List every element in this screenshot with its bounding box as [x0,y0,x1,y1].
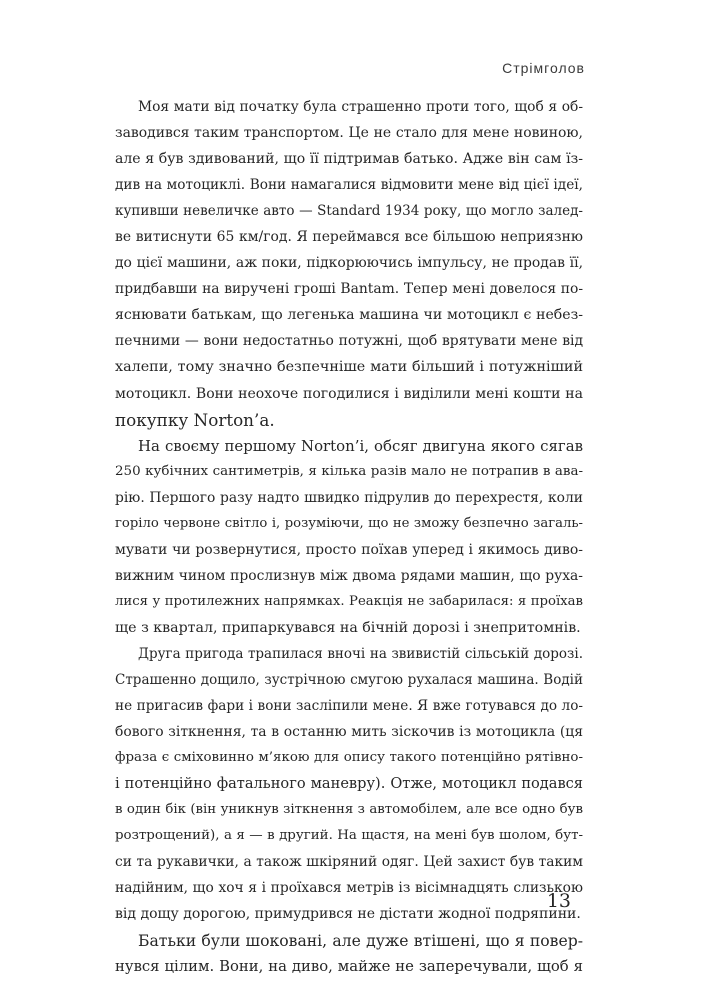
text-line: горіло червоне світло і, розуміючи, що не зможу безпечно загаль- [115,515,583,531]
text-line: придбавши на виручені гроші Bantam. Тепер мені довелося по- [115,281,583,298]
text-line: Страшенно дощило, зустрічною смугою рухалася машина. Водій [115,672,583,689]
text-line: Батьки були шоковані, але дуже втішені, що я повер- [138,930,583,950]
text-line: див на мотоциклі. Вони намагалися відмовити мене від цієї ідеї, [115,177,583,194]
text-line: заводився таким транспортом. Це не стало для мене новиною, [115,125,583,142]
text-line: фраза є сміховинно м’якою для опису такого потенційно рятівно- [115,750,583,766]
text-line: На своєму першому Norton’і, обсяг двигуна якого сягав [138,436,583,455]
text-line: Друга пригода трапилася вночі на звивистій сільській дорозі. [138,645,583,662]
text-line: але я був здивований, що її підтримав батько. Адже він сам їз- [115,151,583,168]
text-line: вижним чином прослизнув між двома рядами машин, що руха- [115,567,583,584]
text-line: ве витиснути 65 км/год. Я переймався все більшою неприязню [115,229,583,246]
running-header: Стрімголов [502,60,585,76]
text-line: нувся цілим. Вони, на диво, майже не заперечували, щоб я [115,957,583,975]
text-line: мувати чи розвернутися, просто поїхав уперед і якимось диво- [115,541,583,558]
text-line: не пригасив фари і вони засліпили мене. Я вже готувався до ло- [115,698,583,715]
text-line: рію. Першого разу надто швидко підрулив до перехрестя, коли [115,489,583,506]
text-line: розтрощений), а я — в другий. На щастя, на мені був шолом, бут- [115,828,583,844]
text-line: ще з квартал, припаркувався на бічній дорозі і знепритомнів. [115,619,581,636]
text-line: яснювати батькам, що легенька машина чи мотоцикл є небез- [115,307,583,324]
text-line: лися у протилежних напрямках. Реакція не забарилася: я проїхав [115,593,583,609]
text-line: халепи, тому значно безпечніше мати більший і потужніший [115,359,583,376]
text-line: мотоцикл. Вони неохоче погодилися і виділили мені кошти на [115,385,583,402]
text-line: бового зіткнення, та в останню мить зіскочив із мотоцикла (ця [115,724,583,741]
text-line: до цієї машини, аж поки, підкорюючись імпульсу, не продав її, [115,255,583,272]
text-line: від дощу дорогою, примудрився не дістати жодної подряпини. [115,906,581,923]
text-line: си та рукавички, а також шкіряний одяг. Цей захист був таким [115,854,583,871]
text-line: 250 кубічних сантиметрів, я кілька разів мало не потрапив в ава- [115,463,583,479]
text-line: надійним, що хоч я і проїхався метрів із вісімнадцять слизькою [115,880,583,897]
page-number: 13 [546,890,571,912]
text-line: печними — вони недостатньо потужні, щоб врятувати мене від [115,333,583,350]
text-line: покупку Norton’а. [115,409,275,430]
text-line: в один бік (він уникнув зіткнення з автомобілем, але все одно був [115,802,583,818]
text-line: купивши невеличке авто — Standard 1934 року, що могло залед- [115,203,583,220]
body-text [115,94,583,980]
text-line: і потенційно фатального маневру). Отже, мотоцикл подався [115,775,583,793]
text-line: Моя мати від початку була страшенно проти того, щоб я об- [138,99,583,115]
